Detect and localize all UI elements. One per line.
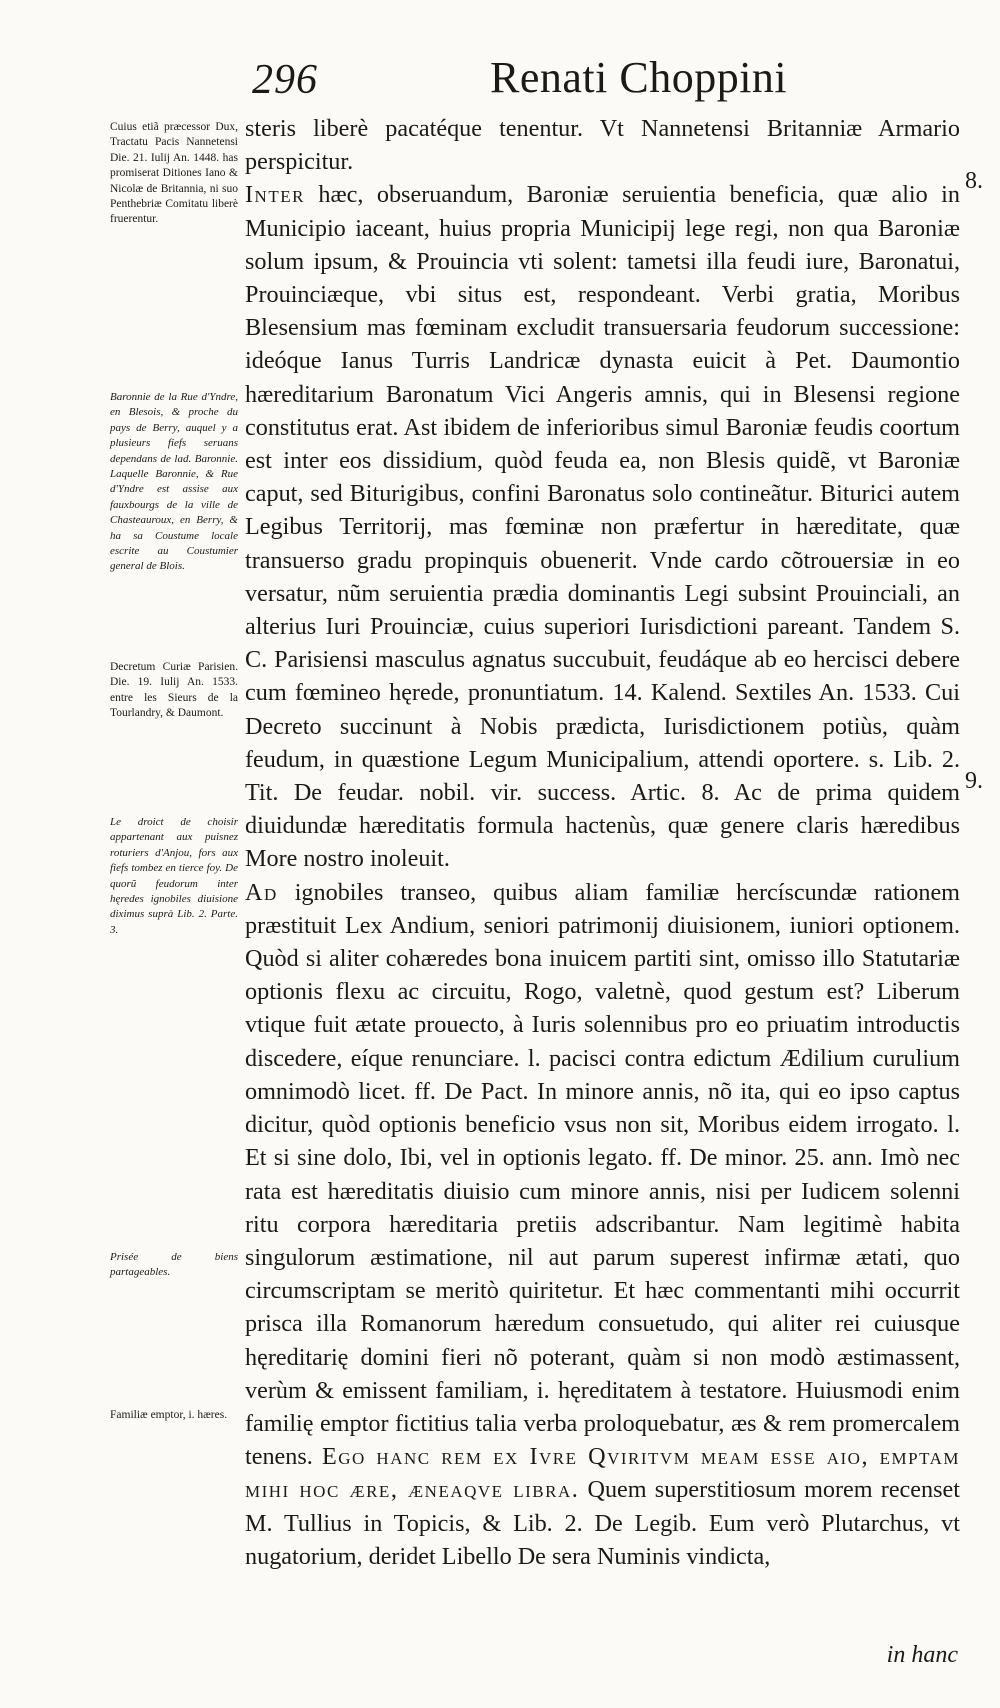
paragraph-number-8: 8. <box>965 168 983 194</box>
sidenote-decretum: Decretum Curiæ Parisien. Die. 19. Iulij An. 1533. entre les Sieurs de la Tourlandry, & Daumont. <box>110 661 238 720</box>
opening-lines: steris liberè pacatéque tenentur. Vt Nannetensi Britanniæ Armario perspicitur. <box>245 115 960 176</box>
sidenote-baronnie: Baronnie de la Rue d'Yndre, en Blesois, & proche du pays de Berry, auquel y a plusieurs fiefs seruans dependans de lad. Baronnie. Laquelle Baronnie, & Rue d'Yndre est assise aux fauxbourgs de la ville de Chasteauroux, en Berry, & ha sa Coustume locale escrite au Coustumier general de Blois. <box>110 391 238 573</box>
page-number: 296 <box>252 57 318 103</box>
paragraph-number-9: 9. <box>965 768 983 794</box>
paragraph-8-text: hæc, obseruandum, Baroniæ seruientia beneficia, quæ alio in Municipio iaceant, huius propria Municipij lege regi, non qua Baroniæ solum ipsum, & Prouincia vti solent: tametsi illa feudi iure, Baronatui, Prouinciæque, vbi situs est, respondeant. Verbi gratia, Moribus Blesensium mas fœminam excludit transuersaria feudorum successione: ideóque Ianus Turris Landricæ dynasta euicit à Pet. Daumontio hæreditarium Baronatum Vici Angeris amnis, qui in Blesensi regione constitutus erat. Ast ibidem de inferioribus simul Baroniæ feudis coortum est inter eos dissidium, quòd feuda ea, non Blesis quidẽ, vt Baroniæ caput, sed Biturigibus, confini Baronatus solo contineãtur. Biturici autem Legibus Territorij, mas fœminæ non præfertur in hæreditate, quæ transuerso gradu propinquis obuenerit. Vnde cardo cõtrouersiæ in eo versatur, nũm seruientia prædia dominantis Legi subsint Prouinciali, an alterius Iuri Prouinciæ, cuius superiori Iurisdictioni pareant. Tandem S. C. Parisiensi masculus agnatus succubuit, feudáque ab eo hercisci debere cum fœmineo hęrede, pronuntiatum. 14. Kalend. Sextiles An. 1533. Cui Decreto succinunt à Nobis prædicta, Iurisdictionem potiùs, quàm feudum, in quæstione Legum Municipalium, attendi oportere. s. Lib. 2. Tit. De feudar. nobil. vir. success. Artic. 8. Ac de prima quidem diuidundæ hæreditatis formula hactenùs, quæ genere claris hæredibus More nostro inoleuit. <box>245 181 960 873</box>
latin-formula: Ego hanc rem ex Ivre Qviritvm meam esse aio, emptam mihi hoc ære, æneaqve libra. <box>245 1443 961 1504</box>
sidenote-treaty: Cuius etiã præcessor Dux, Tractatu Pacis Nannetensi Die. 21. Iulij An. 1448. has promiserat Ditiones Iano & Nicolæ de Britannia, ni suo Penthebriæ Comitatu liberè fruerentur. <box>110 121 238 226</box>
paragraph-9-text: ignobiles transeo, quibus aliam familiæ hercíscundæ rationem præstituit Lex Andium, seniori patrimonij diuisionem, iuniori optionem. Quòd si aliter cohæredes bona inuicem partiti sint, omisso illo Statutariæ optionis flexu ac circuitu, Rogo, valetnè, quod gestum est? Liberum vtique fuit ætate prouecto, à Iuris solennibus pro eo priuatim introductis discedere, eíque renunciare. l. pacisci contra edictum Ædilium curulium omnimodò licet. ff. De Pact. In minore annis, nõ ita, qui eo ipso captus dicitur, quòd optionis beneficio vsus non sit, Moribus eidem irrogato. l. Et si sine dolo, Ibi, vel in optionis legato. ff. De minor. 25. ann. Imò nec rata est hæreditatis diuisio cum minore annis, nisi per Iudicem solenni ritu corpora hæreditaria pretiis adscribantur. Nam legitimè habita singulorum æstimatione, nil aut parum superest infirmæ ætati, quo circumscriptam se meritò quiritetur. Et hæc commentanti mihi occurrit prisca illa Romanorum hæredum consuetudo, qui aliter rei cuiusque hęreditarię domini fieri nõ poterant, quàm si non modò æstimassent, verùm & emissent familiam, i. hęreditatem à testatore. Huiusmodi enim familię emptor fictitius talia verba proloquebatur, æs & rem promercalem tenens. <box>245 878 960 1471</box>
paragraph-9-initial: Ad <box>245 878 278 906</box>
sidenote-familiae-emptor: Familiæ emptor, i. hæres. <box>110 1409 228 1421</box>
sidenote-droict-choisir: Le droict de choisir appartenant aux puisnez roturiers d'Anjou, fors aux fiefs tombez en tierce foy. De quorũ feudorum inter hęredes ignobiles diuisione diximus suprà Lib. 2. Parte. 3. <box>110 816 238 936</box>
paragraph-8 <box>245 178 960 875</box>
catchword: in hanc <box>886 1642 958 1668</box>
page-header <box>0 52 1000 112</box>
running-title: Renati Choppini <box>490 53 788 102</box>
sidenote-prisee: Prisée de biens partageables. <box>110 1251 238 1279</box>
paragraph-9 <box>245 876 960 1573</box>
paragraph-9-closing: Quem superstitiosum morem recenset M. Tullius in Topicis, & Lib. 2. De Legib. Eum verò Plutarchus, vt nugatorium, deridet Libello De sera Numinis vindicta, <box>245 1476 960 1570</box>
main-text-column <box>245 112 960 1573</box>
paragraph-8-initial: Inter <box>245 181 305 209</box>
